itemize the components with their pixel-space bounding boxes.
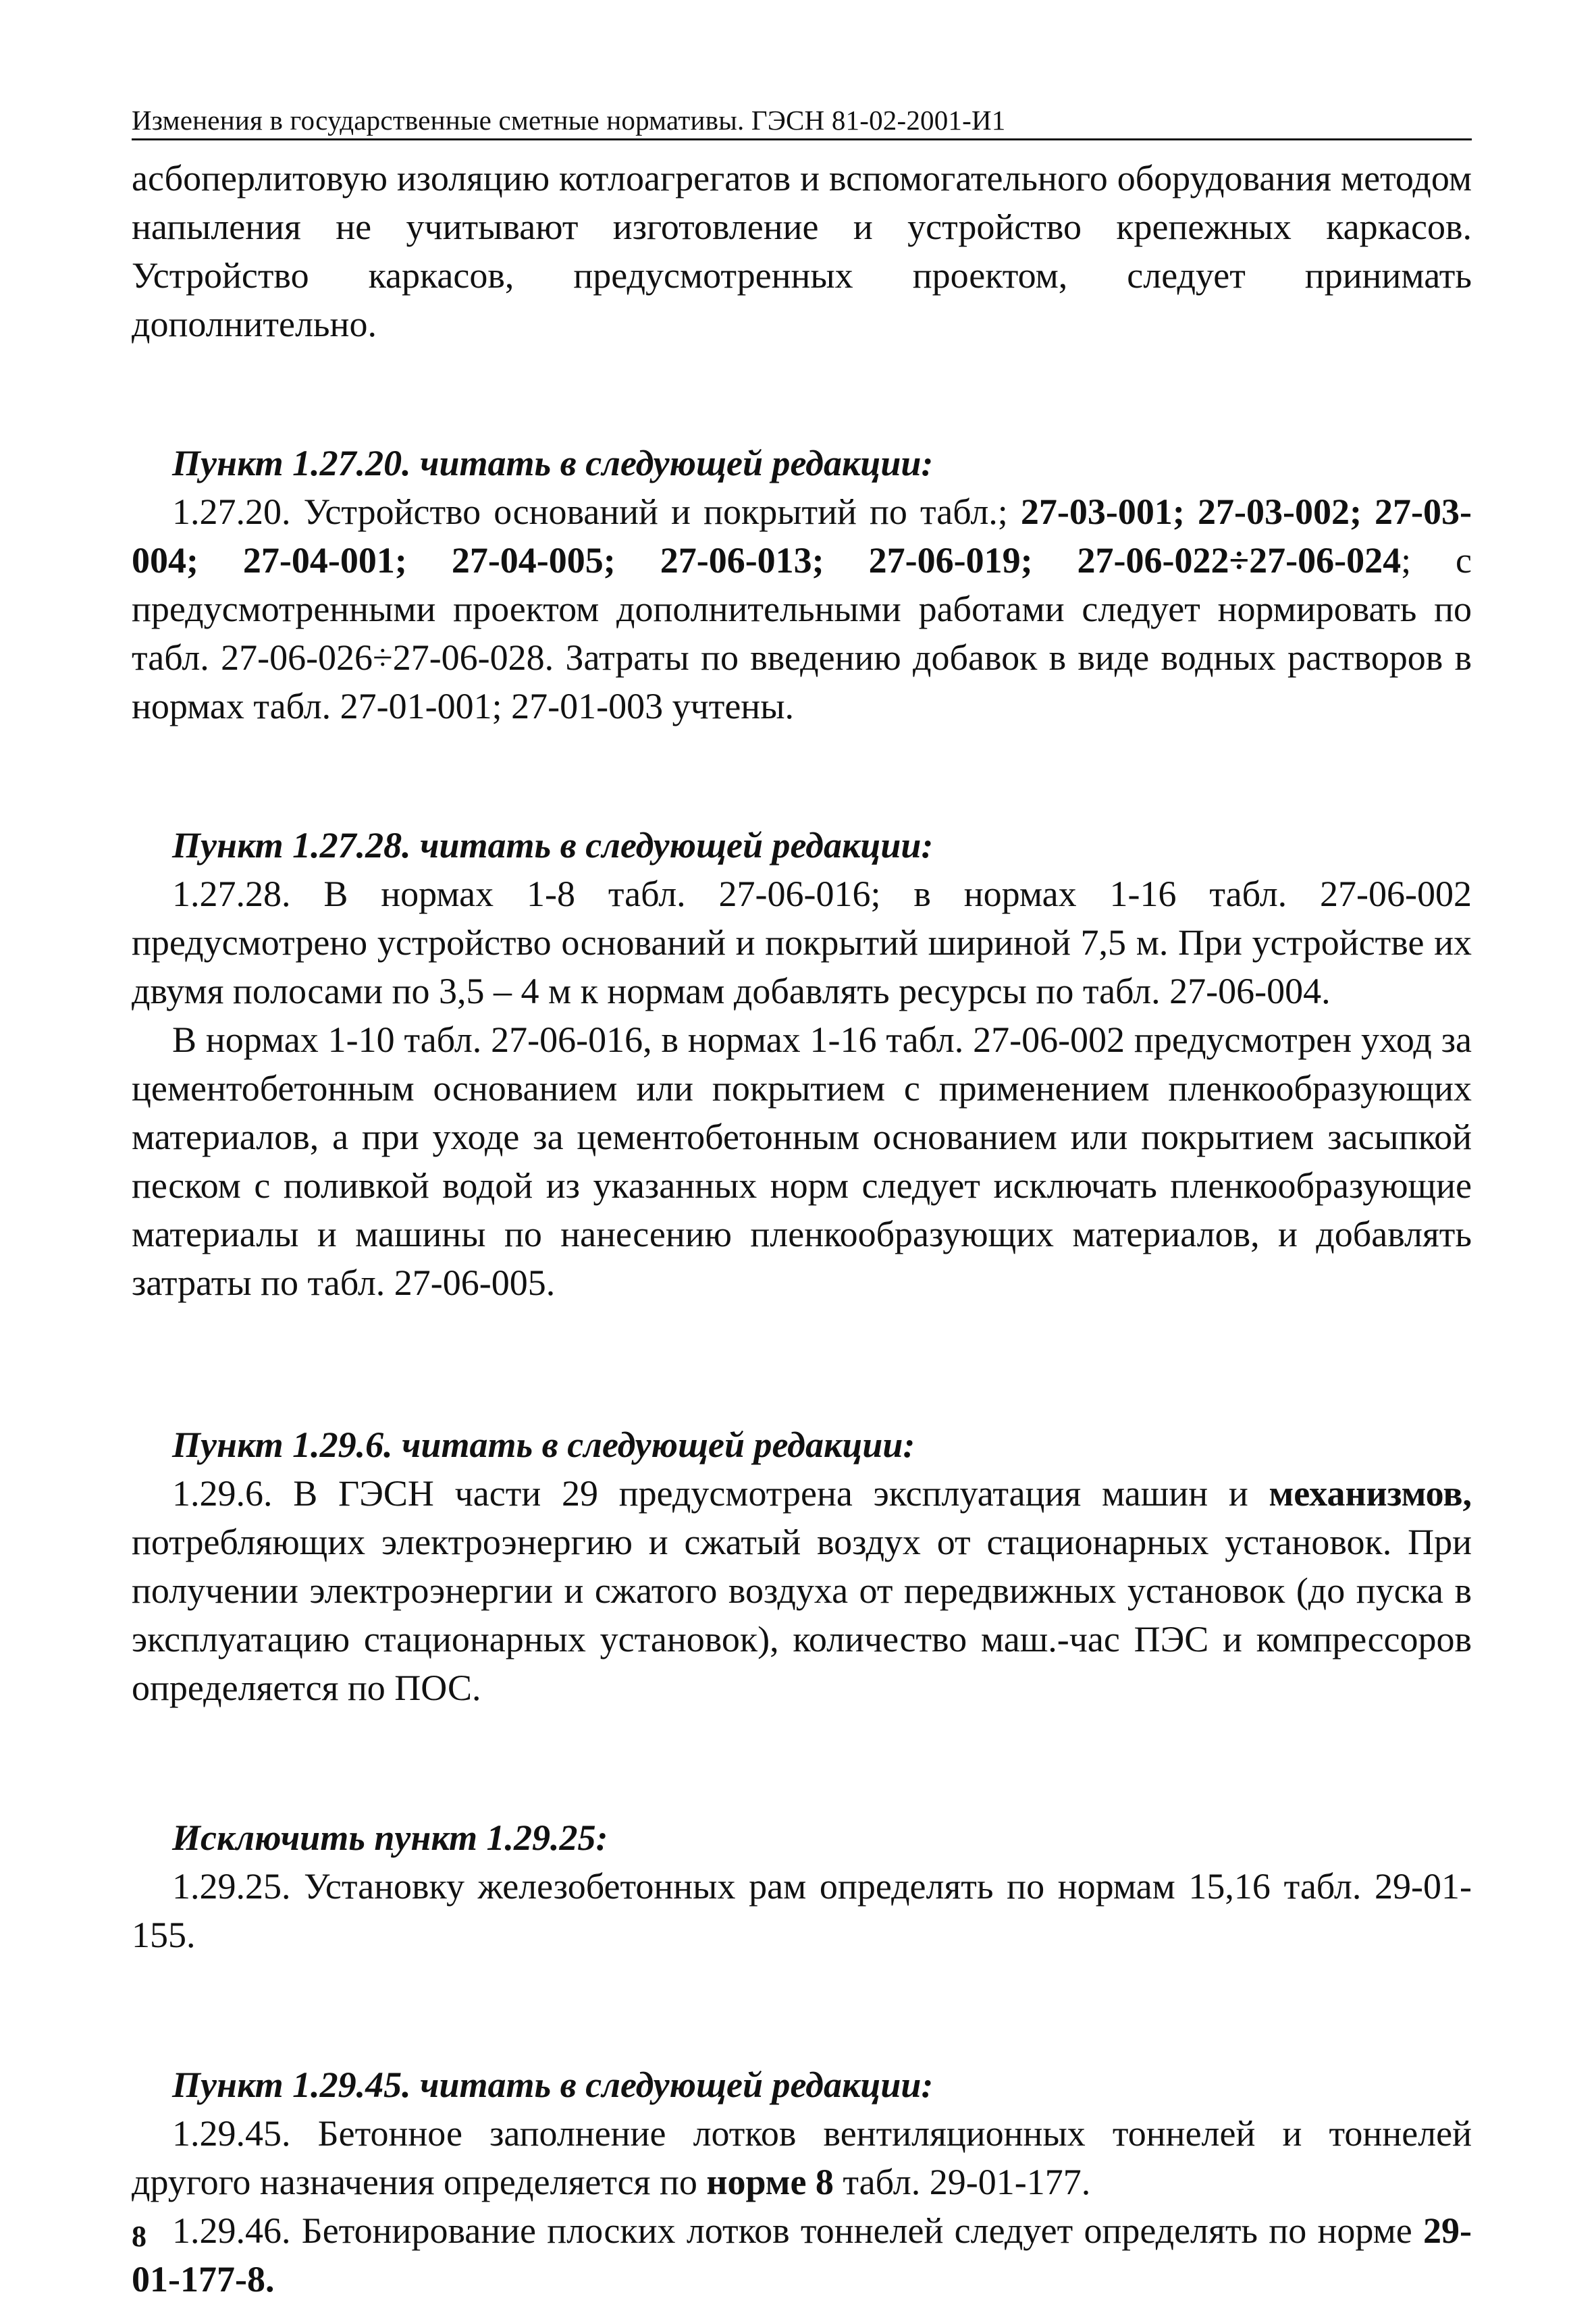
paragraph-1-29-45	[132, 2109, 1472, 2206]
running-header: Изменения в государственные сметные нормативы. ГЭСН 81-02-2001-И1	[132, 105, 1006, 136]
section-title-1-29-45: Пункт 1.29.45. читать в следующей редакции:	[172, 2065, 934, 2105]
norm-code-bold: 29-01-177-8.	[132, 2210, 1472, 2299]
section-title-1-29-6: Пункт 1.29.6. читать в следующей редакции:	[172, 1425, 915, 1465]
header-rule	[132, 138, 1472, 140]
section-title-1-29-25: Исключить пункт 1.29.25:	[172, 1817, 608, 1858]
mechanisms-bold: механизмов,	[1269, 1473, 1472, 1514]
paragraph-text: 1.27.20. Устройство оснований и покрытий по табл.;	[172, 491, 1021, 532]
table-references-bold: 27-03-001; 27-03-002; 27-03-004; 27-04-001; 27-04-005; 27-06-013; 27-06-019; 27-06-022÷27-06-024	[132, 491, 1472, 581]
paragraph-text: 1.29.6. В ГЭСН части 29 предусмотрена эксплуатация машин и	[172, 1473, 1269, 1514]
page-content	[132, 154, 1472, 2304]
paragraph-text: 1.29.46. Бетонирование плоских лотков тоннелей следует определять по норме	[172, 2210, 1424, 2251]
paragraph-text: табл. 29-01-177.	[833, 2162, 1091, 2202]
section-title-1-27-28: Пункт 1.27.28. читать в следующей редакции:	[172, 825, 934, 866]
paragraph-1-27-20	[132, 487, 1472, 730]
paragraph-1-29-46	[132, 2206, 1472, 2304]
paragraph-text: ; с предусмотренными проектом дополнительными работами следует нормировать по табл. 27-06-026÷27-06-028. Затраты по введению добавок в виде водных растворов в нормах табл. 27-01-001; 27-01-003 учтены.	[132, 540, 1472, 726]
paragraph-text: 1.29.45. Бетонное заполнение лотков вентиляционных тоннелей и тоннелей другого назначения определяется по	[132, 2113, 1472, 2202]
intro-paragraph: асбоперлитовую изоляцию котлоагрегатов и вспомогательного оборудования методом напыления не учитывают изготовление и устройство крепежных каркасов. Устройство каркасов, предусмотренных проектом, следует принимать дополнительно.	[132, 158, 1472, 344]
page-number: 8	[132, 2220, 147, 2253]
paragraph-1-29-25: 1.29.25. Установку железобетонных рам определять по нормам 15,16 табл. 29-01-155.	[132, 1866, 1472, 1955]
paragraph-1-29-6	[132, 1469, 1472, 1712]
paragraph-text: потребляющих электроэнергию и сжатый воздух от стационарных установок. При получении электроэнергии и сжатого воздуха от передвижных установок (до пуска в эксплуатацию стационарных установок), количество маш.-час ПЭС и компрессоров определяется по ПОС.	[132, 1522, 1472, 1708]
section-title-1-27-20: Пункт 1.27.20. читать в следующей редакции:	[172, 443, 934, 483]
paragraph-1-27-28-continued: В нормах 1-10 табл. 27-06-016, в нормах 1-16 табл. 27-06-002 предусмотрен уход за цементобетонным основанием или покрытием с применением пленкообразующих материалов, а при уходе за цементобетонным основанием или покрытием засыпкой песком с поливкой водой из указанных норм следует исключать пленкообразующие материалы и машины по нанесению пленкообразующих материалов, и добавлять затраты по табл. 27-06-005.	[132, 1019, 1472, 1303]
paragraph-1-27-28: 1.27.28. В нормах 1-8 табл. 27-06-016; в нормах 1-16 табл. 27-06-002 предусмотрено устройство оснований и покрытий шириной 7,5 м. При устройстве их двумя полосами по 3,5 – 4 м к нормам добавлять ресурсы по табл. 27-06-004.	[132, 874, 1472, 1011]
norm-8-bold: норме 8	[706, 2162, 834, 2202]
